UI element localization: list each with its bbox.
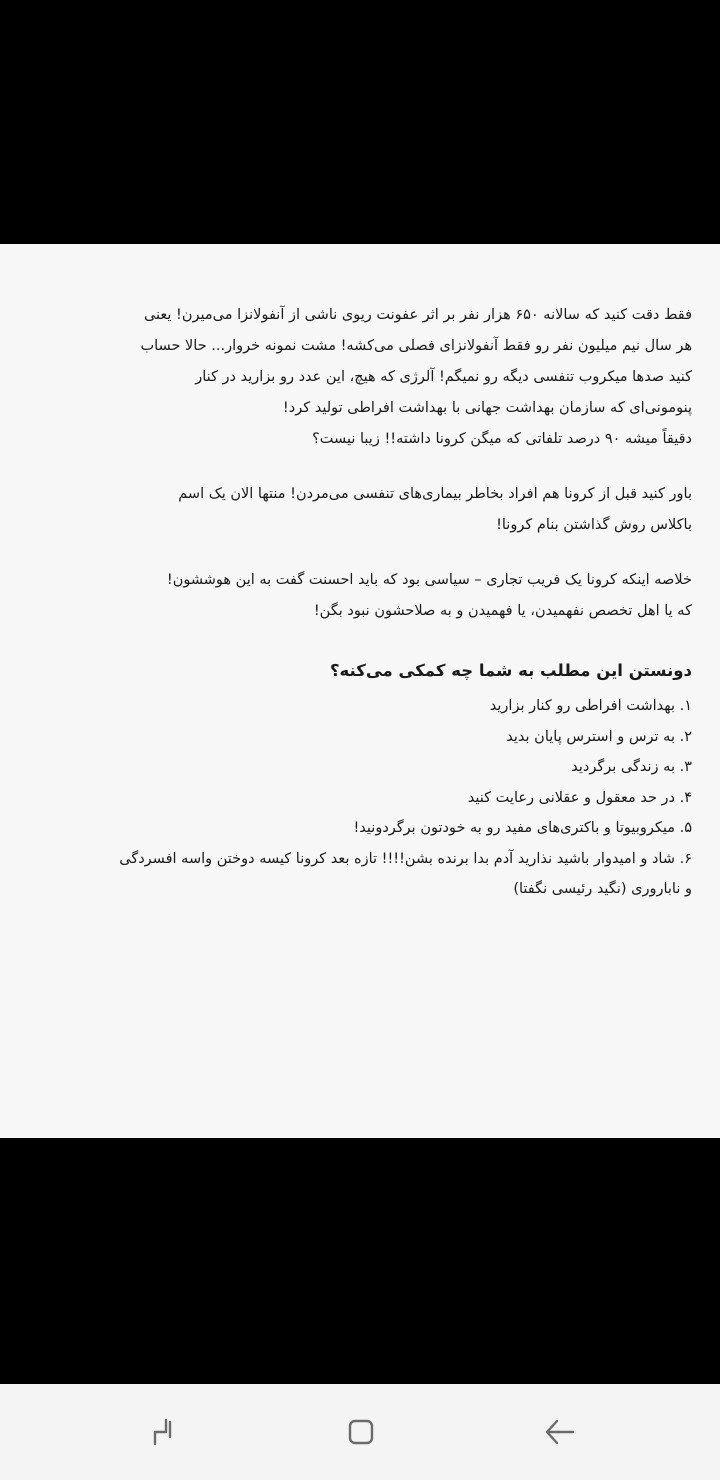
back-arrow-icon [542, 1414, 578, 1450]
paragraph-line: باور کنید قبل از کرونا هم افراد بخاطر بیماری‌های تنفسی می‌مردن! منتها الان یک اسم [178, 486, 692, 502]
tip-item: ۱. بهداشت افراطی رو کنار بزارید [489, 698, 692, 714]
paragraph-line: هر سال نیم میلیون نفر رو فقط آنفولانزای فصلی می‌کشه! مشت نمونه خروار... حالا حساب [140, 338, 692, 354]
tip-item: ۳. به زندگی برگردید [571, 759, 692, 775]
paragraph-2 [28, 479, 692, 541]
recent-apps-button[interactable] [140, 1410, 184, 1454]
paragraph-line: که یا اهل تخصص نفهمیدن، یا فهمیدن و به صلاحشون نبود بگن! [313, 603, 692, 619]
recent-apps-icon [144, 1414, 180, 1450]
tip-item: ۶. شاد و امیدوار باشید نذارید آدم بدا برنده بشن!!!! تازه بعد کرونا کیسه دوختن واسه افسردگی [119, 850, 692, 867]
paragraph-line: پنومونی‌ای که سازمان بهداشت جهانی با بهداشت افراطی تولید کرد! [282, 400, 692, 416]
tips-heading: دونستن این مطلب به شما چه کمکی می‌کنه؟ [329, 661, 692, 680]
paragraph-3 [28, 565, 692, 627]
paragraph-line: فقط دقت کنید که سالانه ۶۵۰ هزار نفر بر اثر عفونت ریوی ناشی از آنفولانزا می‌میرن! یعنی [143, 307, 692, 323]
paragraph-1 [28, 300, 692, 455]
paragraph-line: باکلاس روش گذاشتن بنام کرونا! [496, 517, 692, 533]
back-button[interactable] [538, 1410, 582, 1454]
tip-item: و ناباروری (نگید رئیسی نگفتا) [513, 881, 692, 897]
tip-item: ۲. به ترس و استرس پایان بدید [506, 728, 692, 745]
paragraph-line: خلاصه اینکه کرونا یک فریب تجاری – سیاسی بود که باید احسنت گفت به این هوششون! [166, 572, 692, 588]
paragraph-line: کنید صدها میکروب تنفسی دیگه رو نمیگم! آلرژی که هیچ، این عدد رو بزارید در کنار [195, 369, 692, 385]
tip-item: ۵. میکروبیوتا و باکتری‌های مفید رو به خودتون برگردونید! [353, 820, 692, 836]
document-image [0, 244, 720, 1138]
tip-item: ۴. در حد معقول و عقلانی رعایت کنید [467, 789, 692, 806]
tips-list [28, 691, 692, 905]
home-button[interactable] [339, 1410, 383, 1454]
navigation-bar [0, 1384, 720, 1480]
home-icon [343, 1414, 379, 1450]
paragraph-line: دقیقاً میشه ۹۰ درصد تلفاتی که میگن کرونا داشته!! زیبا نیست؟ [312, 431, 692, 447]
